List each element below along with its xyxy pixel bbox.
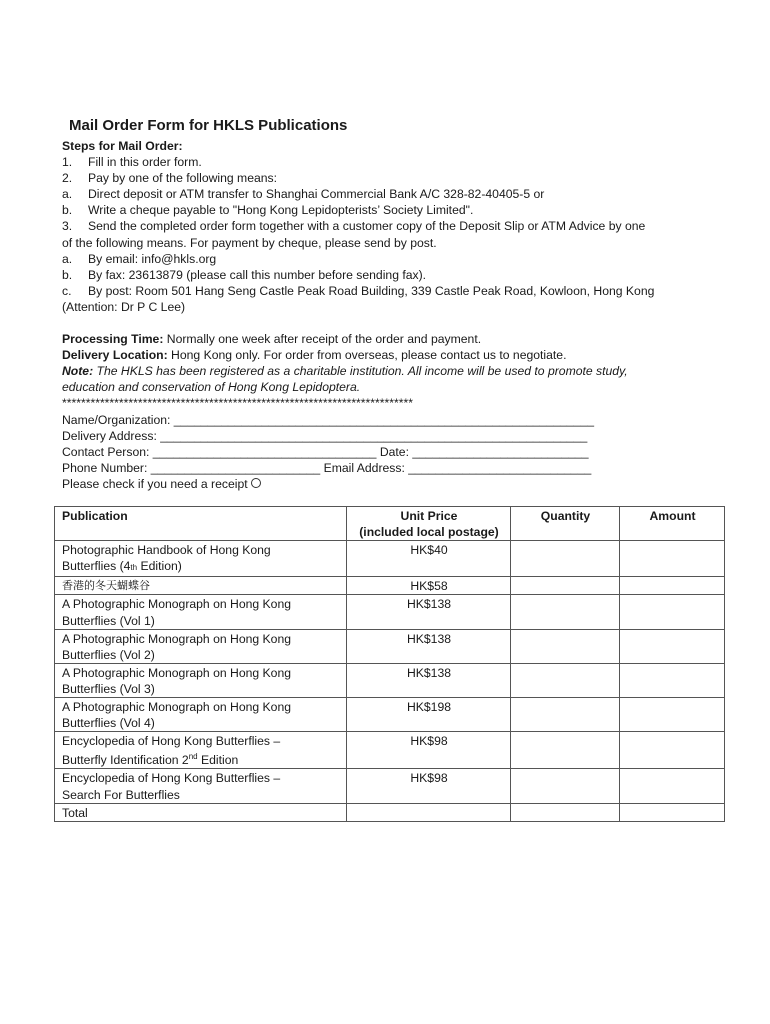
publication-line2: Butterflies (Vol 3) — [62, 681, 155, 696]
step-text: By fax: 23613879 (please call this number before sending fax). — [88, 267, 427, 282]
step-number: a. — [62, 251, 73, 266]
amount-cell[interactable] — [620, 577, 725, 595]
unit-price-cell: HK$98 — [347, 769, 511, 803]
step-text: Direct deposit or ATM transfer to Shanghai Commercial Bank A/C 328-82-40405-5 or — [88, 187, 545, 202]
header-price-line1: Unit Price — [400, 509, 458, 523]
total-quantity-cell[interactable] — [511, 803, 620, 821]
header-publication: Publication — [55, 507, 347, 541]
unit-price-cell: HK$98 — [347, 732, 511, 769]
publication-line2-end: Edition) — [137, 559, 182, 574]
publication-line2: Butterfly Identification 2 — [62, 753, 189, 768]
amount-cell[interactable] — [620, 698, 725, 732]
delivery-address-field[interactable]: Delivery Address: _______________________________________________________________ — [62, 428, 588, 443]
step-3c-continued: (Attention: Dr P C Lee) — [62, 299, 186, 314]
publication-line1: A Photographic Monograph on Hong Kong — [62, 700, 292, 715]
step-3b — [62, 267, 732, 283]
delivery-location — [62, 347, 732, 363]
spacer — [62, 315, 732, 331]
step-2a — [62, 186, 732, 202]
publication-superscript: th — [130, 563, 138, 573]
separator-line: ************************************************************************** — [62, 396, 413, 411]
processing-label: Processing Time: — [62, 332, 164, 347]
publication-line2: Butterflies (Vol 4) — [62, 716, 155, 731]
unit-price-cell: HK$138 — [347, 629, 511, 663]
quantity-cell[interactable] — [511, 732, 620, 769]
step-3a — [62, 251, 732, 267]
note — [62, 363, 732, 379]
processing-time — [62, 331, 732, 347]
step-text: Fill in this order form. — [88, 155, 202, 170]
total-row — [55, 803, 725, 821]
publication-cell — [55, 663, 347, 697]
header-quantity: Quantity — [511, 507, 620, 541]
amount-cell[interactable] — [620, 663, 725, 697]
delivery-label: Delivery Location: — [62, 348, 168, 363]
step-2 — [62, 170, 732, 186]
quantity-cell[interactable] — [511, 663, 620, 697]
amount-cell[interactable] — [620, 595, 725, 629]
quantity-cell[interactable] — [511, 629, 620, 663]
publication-line1: A Photographic Monograph on Hong Kong — [62, 665, 292, 680]
publication-cell — [55, 769, 347, 803]
table-header-row — [55, 507, 725, 541]
contact-date-field[interactable]: Contact Person: _________________________________ Date: __________________________ — [62, 444, 589, 459]
step-number: 2. — [62, 171, 73, 186]
quantity-cell[interactable] — [511, 769, 620, 803]
publication-cell — [55, 698, 347, 732]
steps-heading: Steps for Mail Order: — [62, 139, 183, 153]
publication-cell — [55, 732, 347, 769]
publication-superscript: nd — [188, 752, 198, 762]
table-row — [55, 629, 725, 663]
table-row — [55, 698, 725, 732]
quantity-cell[interactable] — [511, 577, 620, 595]
publication-line2-end: Edition — [197, 753, 239, 768]
unit-price-cell: HK$40 — [347, 541, 511, 577]
step-number: 1. — [62, 155, 73, 170]
name-organization-field[interactable]: Name/Organization: ______________________________________________________________ — [62, 412, 595, 427]
form-title: Mail Order Form for HKLS Publications — [69, 117, 348, 134]
step-1 — [62, 154, 732, 170]
unit-price-cell: HK$138 — [347, 663, 511, 697]
step-text: Write a cheque payable to "Hong Kong Lepidopterists’ Society Limited". — [88, 203, 474, 218]
unit-price-cell: HK$58 — [347, 577, 511, 595]
step-3-continued: of the following means. For payment by cheque, please send by post. — [62, 235, 437, 250]
receipt-checkbox[interactable] — [251, 478, 261, 488]
step-3 — [62, 218, 732, 234]
publication-line2: Butterflies (Vol 2) — [62, 647, 155, 662]
publication-line2: Butterflies (Vol 1) — [62, 613, 155, 628]
publication-line2: Butterflies (4 — [62, 559, 131, 574]
note-label: Note: — [62, 364, 94, 379]
quantity-cell[interactable] — [511, 698, 620, 732]
header-amount: Amount — [620, 507, 725, 541]
total-price-cell — [347, 803, 511, 821]
step-text: Send the completed order form together with a customer copy of the Deposit Slip or ATM Advice by one — [88, 219, 646, 234]
table-row — [55, 577, 725, 595]
quantity-cell[interactable] — [511, 595, 620, 629]
step-text: By email: info@hkls.org — [88, 251, 217, 266]
step-2b — [62, 202, 732, 218]
step-number: a. — [62, 187, 73, 202]
processing-text: Normally one week after receipt of the order and payment. — [163, 332, 482, 347]
publication-line1: Photographic Handbook of Hong Kong — [62, 543, 271, 558]
phone-email-field[interactable]: Phone Number: _________________________ Email Address: ___________________________ — [62, 460, 592, 475]
publication-line1: Encyclopedia of Hong Kong Butterflies – — [62, 734, 281, 749]
table-row — [55, 732, 725, 769]
publication-line1: A Photographic Monograph on Hong Kong — [62, 631, 292, 646]
delivery-text: Hong Kong only. For order from overseas, please contact us to negotiate. — [167, 348, 567, 363]
publication-line1: Encyclopedia of Hong Kong Butterflies – — [62, 771, 281, 786]
publication-line2: Search For Butterflies — [62, 787, 180, 802]
unit-price-cell: HK$138 — [347, 595, 511, 629]
receipt-label: Please check if you need a receipt — [62, 476, 248, 491]
step-text: By post: Room 501 Hang Seng Castle Peak Road Building, 339 Castle Peak Road, Kowloon, Hong Kong — [88, 283, 655, 298]
step-number: b. — [62, 267, 73, 282]
publication-cell — [55, 541, 347, 577]
publication-cell: 香港的冬天蝴蝶谷 — [55, 577, 347, 595]
table-row — [55, 541, 725, 577]
table-row — [55, 595, 725, 629]
amount-cell[interactable] — [620, 541, 725, 577]
step-number: b. — [62, 203, 73, 218]
total-label: Total — [55, 803, 347, 821]
step-3c — [62, 283, 732, 299]
table-row — [55, 769, 725, 803]
amount-cell[interactable] — [620, 629, 725, 663]
unit-price-cell: HK$198 — [347, 698, 511, 732]
form-text-block — [62, 117, 732, 492]
note-text: The HKLS has been registered as a charitable institution. All income will be used to promote study, — [93, 364, 628, 379]
total-amount-cell[interactable] — [620, 803, 725, 821]
publication-line1: A Photographic Monograph on Hong Kong — [62, 597, 292, 612]
step-text: Pay by one of the following means: — [88, 171, 278, 186]
publication-cell — [55, 629, 347, 663]
header-unit-price — [347, 507, 511, 541]
order-table — [54, 506, 725, 822]
note-continued: education and conservation of Hong Kong Lepidoptera. — [62, 380, 361, 395]
quantity-cell[interactable] — [511, 541, 620, 577]
table-row — [55, 663, 725, 697]
step-number: c. — [62, 283, 72, 298]
amount-cell[interactable] — [620, 732, 725, 769]
step-number: 3. — [62, 219, 73, 234]
header-price-line2: (included local postage) — [359, 525, 499, 540]
receipt-option[interactable] — [62, 476, 732, 492]
publication-cell — [55, 595, 347, 629]
amount-cell[interactable] — [620, 769, 725, 803]
